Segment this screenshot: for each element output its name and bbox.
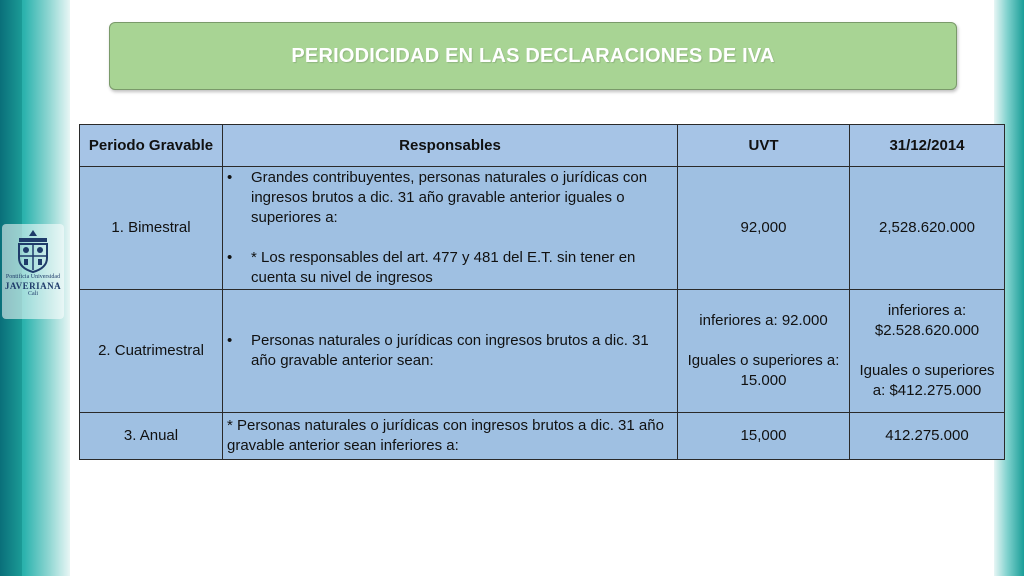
iva-periodicity-table: [79, 124, 1005, 460]
cell-periodo: 2. Cuatrimestral: [80, 290, 223, 413]
bullet-icon: •: [227, 249, 233, 266]
bullet-icon: •: [227, 332, 233, 349]
list-item: [227, 168, 673, 228]
bullet-text: Personas naturales o jurídicas con ingresos brutos a dic. 31 año gravable anterior sean:: [251, 332, 649, 369]
cell-periodo: 3. Anual: [80, 413, 223, 460]
uvt-superiores: Iguales o superiores a: 15.000: [687, 352, 840, 389]
cell-responsables: [223, 167, 678, 290]
table-row: [80, 167, 1005, 290]
cell-periodo: 1. Bimestral: [80, 167, 223, 290]
bullet-icon: •: [227, 169, 233, 186]
logo-line-2: JAVERIANA: [4, 281, 62, 291]
fecha-inferiores: inferiores a: $2.528.620.000: [874, 302, 980, 339]
list-item: [227, 331, 673, 371]
cell-responsables: * Personas naturales o jurídicas con ingresos brutos a dic. 31 año gravable anterior sean inferiores a:: [223, 413, 678, 460]
table-row: [80, 290, 1005, 413]
header-uvt: UVT: [678, 125, 850, 167]
page-title: PERIODICIDAD EN LAS DECLARACIONES DE IVA: [291, 44, 775, 67]
list-item: [227, 248, 673, 288]
cell-fecha: 412.275.000: [850, 413, 1005, 460]
table-header-row: [80, 125, 1005, 167]
header-responsables: Responsables: [223, 125, 678, 167]
coat-of-arms-icon: [13, 228, 53, 274]
cell-fecha: 2,528.620.000: [850, 167, 1005, 290]
logo-line-1: Pontificia Universidad: [5, 274, 61, 280]
university-logo: [2, 224, 64, 319]
table-row: [80, 413, 1005, 460]
bullet-text: Grandes contribuyentes, personas naturales o jurídicas con ingresos brutos a dic. 31 año gravable anterior iguales o superiores a:: [251, 169, 648, 226]
cell-uvt: [678, 290, 850, 413]
header-periodo: Periodo Gravable: [80, 125, 223, 167]
cell-fecha: [850, 290, 1005, 413]
cell-responsables: [223, 290, 678, 413]
logo-line-3: Cali: [28, 291, 38, 297]
header-fecha: 31/12/2014: [850, 125, 1005, 167]
bullet-text: * Los responsables del art. 477 y 481 del E.T. sin tener en cuenta su nivel de ingresos: [251, 249, 636, 286]
fecha-superiores: Iguales o superiores a: $412.275.000: [859, 362, 995, 399]
cell-uvt: 15,000: [678, 413, 850, 460]
cell-uvt: 92,000: [678, 167, 850, 290]
title-banner: [109, 22, 957, 90]
uvt-inferiores: inferiores a: 92.000: [699, 312, 828, 329]
